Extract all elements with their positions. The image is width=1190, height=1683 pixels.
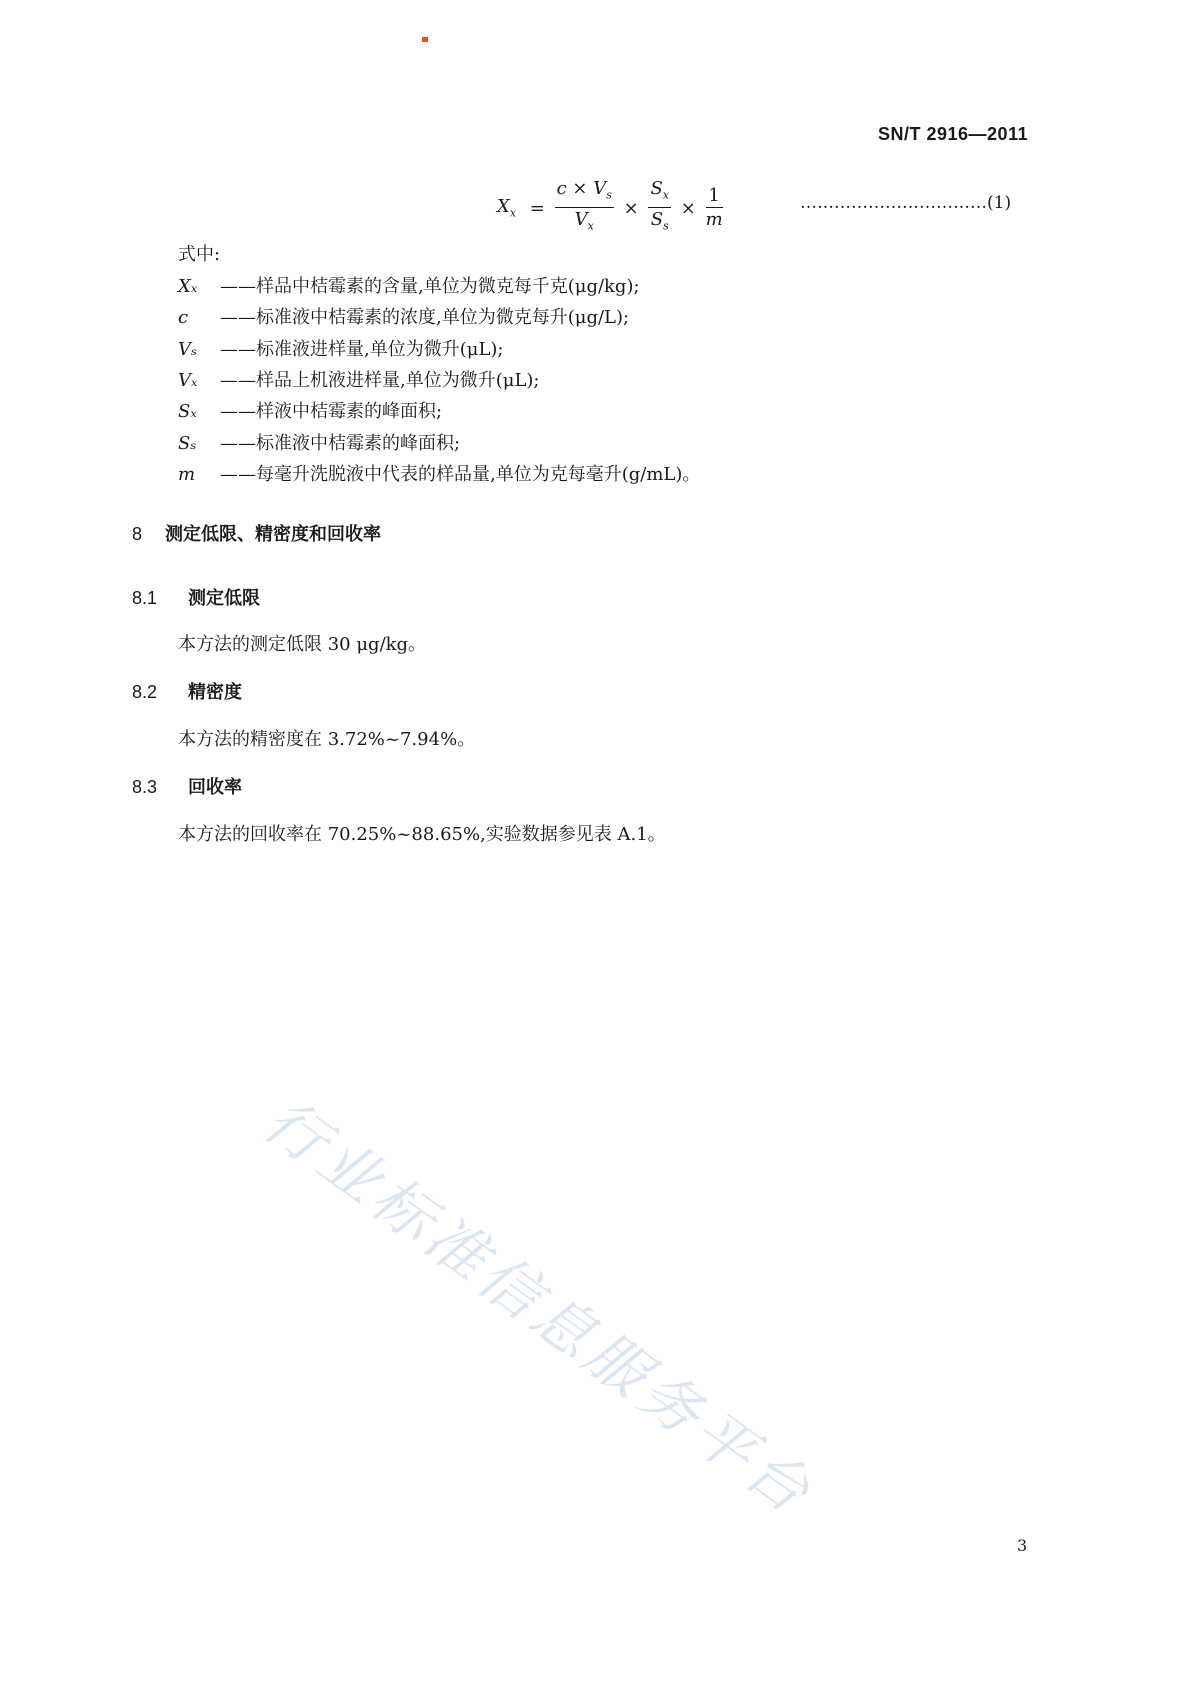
paragraph: 本方法的回收率在 70.25%~88.65%,实验数据参见表 A.1。 xyxy=(178,824,666,845)
page-number: 3 xyxy=(1017,1536,1028,1555)
fraction-1: $\frac{c \times V_s}{V_x}$ xyxy=(556,178,612,233)
watermark: 行业标准信息服务平台 xyxy=(251,1085,827,1531)
definition-item: Xₓ ——样品中桔霉素的含量,单位为微克每千克(μg/kg); xyxy=(178,276,640,297)
definition-item: Sₓ ——样液中桔霉素的峰面积; xyxy=(178,401,443,422)
fraction-3: $\frac{1}{m}$ xyxy=(705,184,723,230)
definition-item: m ——每毫升洗脱液中代表的样品量,单位为克每毫升(g/mL)。 xyxy=(178,464,701,485)
subsection-heading: 8.2 精密度 xyxy=(132,682,242,702)
section-heading: 8 测定低限、精密度和回收率 xyxy=(132,524,381,544)
definition-item: Vₓ ——样品上机液进样量,单位为微升(μL); xyxy=(178,370,540,391)
paragraph: 本方法的精密度在 3.72%~7.94%。 xyxy=(178,729,476,750)
where-label: 式中: xyxy=(178,244,221,265)
subsection-heading: 8.1 测定低限 xyxy=(132,588,260,608)
paragraph: 本方法的测定低限 30 μg/kg。 xyxy=(178,634,427,655)
definition-item: Sₛ ——标准液中桔霉素的峰面积; xyxy=(178,433,461,454)
formula: $X_x$ = $\frac{c \times V_s}{V_x}$ × $\frac{S_x}{S_s}$ × $\frac{1}{m}$ xyxy=(493,178,723,230)
fraction-2: $\frac{S_x}{S_s}$ xyxy=(650,178,669,233)
standard-number: SN/T 2916—2011 xyxy=(878,124,1029,144)
red-marker xyxy=(422,37,428,42)
formula-number: ……………………………(1) xyxy=(800,193,1012,213)
definition-item: Vₛ ——标准液进样量,单位为微升(μL); xyxy=(178,339,504,360)
subsection-heading: 8.3 回收率 xyxy=(132,777,242,797)
definition-item: c ——标准液中桔霉素的浓度,单位为微克每升(μg/L); xyxy=(178,307,630,328)
